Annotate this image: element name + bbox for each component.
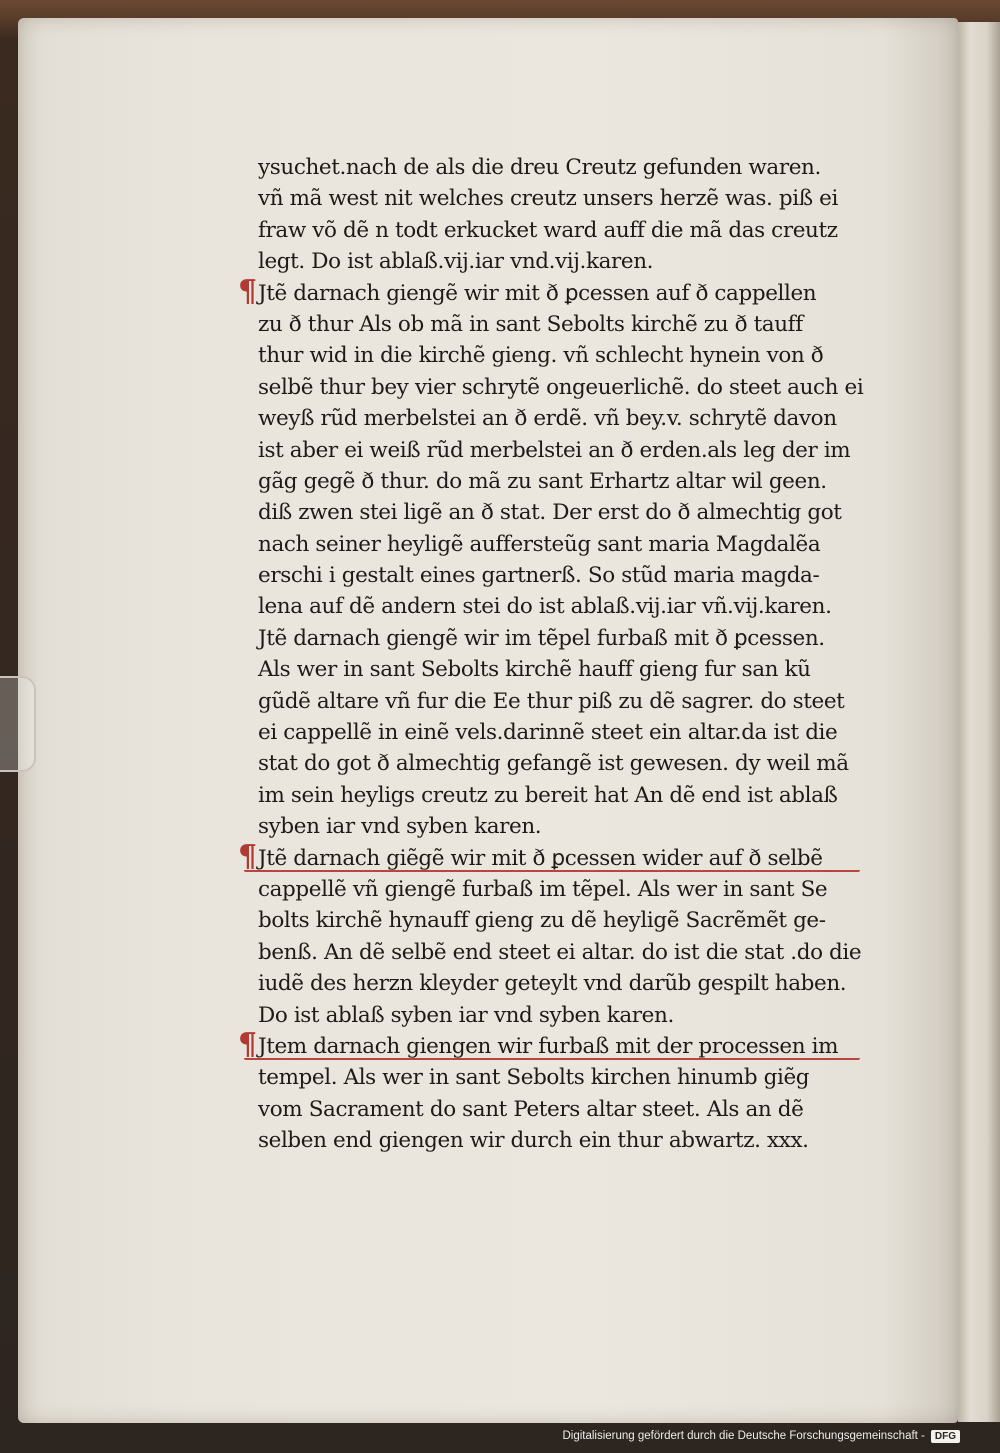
pilcrow-icon: ¶ — [238, 838, 257, 874]
text-line — [258, 466, 848, 497]
text-line-content: gũdẽ altare vñ fur die Ee thur piß zu dẽ sagrer. do steet — [258, 688, 845, 714]
text-line-content: iudẽ des herzn kleyder geteylt vnd darũb gespilt haben. — [258, 971, 847, 997]
text-line — [258, 905, 848, 936]
text-line-content: Als wer in sant Sebolts kirchẽ hauff gieng fur san kũ — [258, 657, 811, 683]
text-line-content: cappellẽ vñ giengẽ furbaß im tẽpel. Als wer in sant Se — [258, 876, 828, 902]
text-line-content: selbẽ thur bey vier schrytẽ ongeuerlichẽ. do steet auch ei — [258, 374, 864, 400]
text-line-content: lena auf dẽ andern stei do ist ablaß.vij.iar vñ.vij.karen. — [258, 594, 832, 620]
text-line-content: vom Sacrament do sant Peters altar steet. Als an dẽ — [258, 1096, 804, 1122]
text-line — [258, 372, 864, 403]
text-line-content: thur wid in die kirchẽ gieng. vñ schlecht hynein von ð — [258, 343, 824, 369]
text-line — [258, 435, 851, 466]
dfg-logo-icon: DFG — [931, 1430, 960, 1443]
digitization-credit — [562, 1427, 960, 1445]
text-line-content: Jtẽ darnach giengẽ wir mit ð ꝑcessen auf ð cappellen — [258, 280, 817, 306]
book-clip — [0, 676, 36, 772]
text-line — [258, 591, 848, 622]
text-line-content: Jtẽ darnach giẽgẽ wir mit ð ꝑcessen wider auf ð selbẽ — [258, 845, 823, 871]
rubric-underline — [244, 870, 860, 872]
pilcrow-icon: ¶ — [238, 273, 257, 309]
facing-page-edge — [958, 22, 1000, 1422]
text-line — [258, 717, 848, 748]
text-line-content: selben end giengen wir durch ein thur abwartz. xxx. — [258, 1128, 809, 1154]
text-line — [258, 968, 848, 999]
text-line-content: bolts kirchẽ hynauff gieng zu dẽ heyligẽ Sacrẽmẽt ge- — [258, 908, 826, 934]
text-line — [258, 623, 848, 654]
text-line-content: tempel. Als wer in sant Sebolts kirchen hinumb giẽg — [258, 1065, 810, 1091]
text-line — [238, 273, 848, 309]
credit-text: Digitalisierung gefördert durch die Deutsche Forschungsgemeinschaft - — [562, 1430, 925, 1442]
text-line — [258, 1094, 848, 1125]
text-line — [258, 1000, 848, 1031]
text-line — [258, 560, 848, 591]
text-line — [258, 497, 848, 528]
text-line-content: diß zwen stei ligẽ an ð stat. Der erst do ð almechtig got — [258, 500, 842, 526]
text-line-content: gãg gegẽ ð thur. do mã zu sant Erhartz altar wil geen. — [258, 468, 827, 494]
text-line-content: erschi i gestalt eines gartnerß. So stũd maria magda- — [258, 563, 820, 589]
text-line — [258, 309, 848, 340]
printed-text-block — [238, 152, 864, 1157]
text-line-content: ysuchet.nach de als die dreu Creutz gefunden waren. — [258, 155, 821, 180]
text-line-content: Jtem darnach giengen wir furbaß mit der processen im — [258, 1033, 839, 1059]
text-line-content: benß. An dẽ selbẽ end steet ei altar. do ist die stat .do die — [258, 939, 862, 965]
text-line-content: syben iar vnd syben karen. — [258, 814, 542, 840]
rubric-underline — [244, 1058, 860, 1060]
text-line — [258, 748, 848, 779]
pilcrow-icon: ¶ — [238, 1026, 257, 1062]
text-line-content: Jtẽ darnach giengẽ wir im tẽpel furbaß mit ð ꝑcessen. — [258, 625, 825, 651]
text-line — [258, 937, 862, 968]
text-line — [258, 1062, 848, 1093]
text-line — [258, 183, 848, 214]
text-line-content: vñ mã west nit welches creutz unsers herzẽ was. piß ei — [258, 186, 838, 212]
text-line-content: im sein heyligs creutz zu bereit hat An dẽ end ist ablaß — [258, 782, 838, 808]
text-line — [258, 340, 848, 371]
text-line — [258, 215, 848, 246]
text-line — [238, 1026, 848, 1062]
text-line — [258, 1125, 848, 1156]
text-line-content: legt. Do ist ablaß.vij.iar vnd.vij.karen. — [258, 249, 654, 275]
text-line — [258, 654, 848, 685]
text-line — [258, 780, 848, 811]
text-line — [258, 403, 848, 434]
text-line — [258, 529, 848, 560]
text-line — [258, 152, 848, 183]
text-line — [258, 686, 848, 717]
text-line — [258, 811, 848, 842]
text-line — [238, 838, 848, 874]
text-line-content: stat do got ð almechtig gefangẽ ist gewesen. dy weil mã — [258, 751, 849, 777]
text-line-content: ei cappellẽ in einẽ vels.darinnẽ steet ein altar.da ist die — [258, 720, 838, 746]
text-line-content: zu ð thur Als ob mã in sant Sebolts kirchẽ zu ð tauff — [258, 311, 803, 337]
text-line-content: fraw võ dẽ n todt erkucket ward auff die mã das creutz — [258, 217, 838, 243]
text-line-content: ist aber ei weiß rũd merbelstei an ð erden.als leg der im — [258, 437, 851, 463]
text-line — [258, 246, 848, 277]
text-line-content: weyß rũd merbelstei an ð erdẽ. vñ bey.v. schrytẽ davon — [258, 406, 837, 432]
text-line-content: Do ist ablaß syben iar vnd syben karen. — [258, 1002, 674, 1028]
text-line-content: nach seiner heyligẽ auffersteũg sant maria Magdalẽa — [258, 531, 821, 557]
text-line — [258, 874, 848, 905]
